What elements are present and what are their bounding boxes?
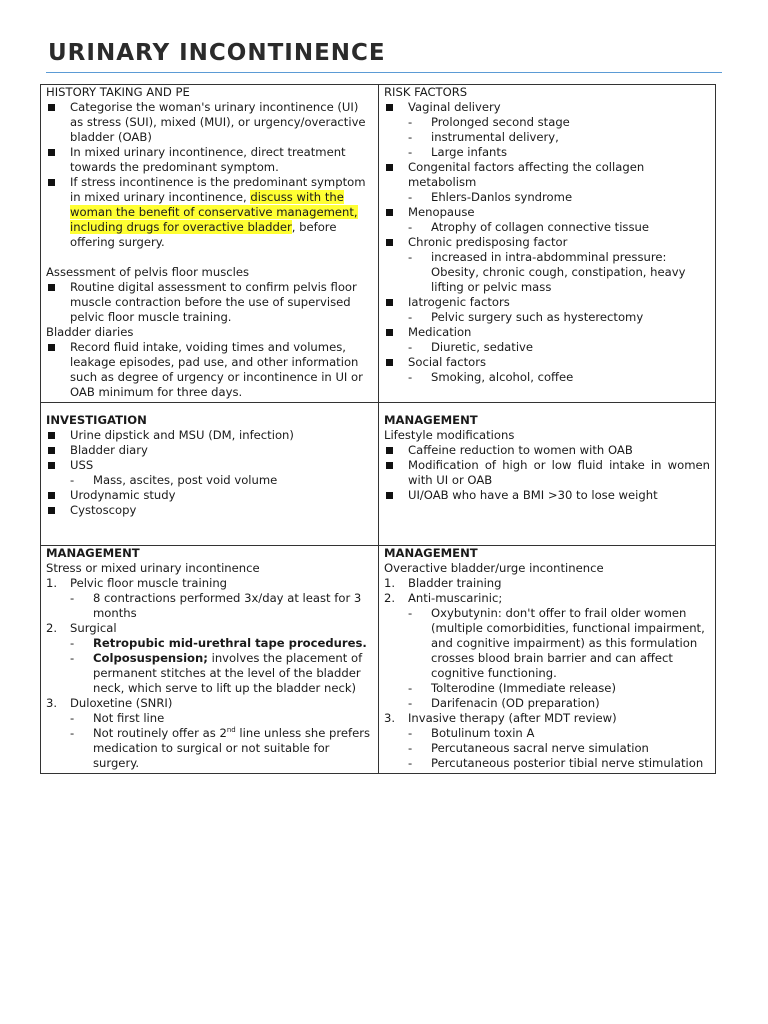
list-item-text: Pelvic floor muscle training [70,576,228,590]
diary-heading: Bladder diaries [46,325,134,339]
page-title: URINARY INCONTINENCE [48,40,386,66]
sub-list [384,340,710,355]
history-list [46,100,373,250]
lifestyle-management-cell [379,403,716,546]
sub-list-item: - Ehlers-Danlos syndrome [384,190,710,205]
sub-list-item-text: involves the placement of permanent stitches at the level of the bladder neck, which serve to lift up the bladder neck) [93,651,363,695]
sub-list [46,473,373,488]
list-item-text: , before offering surgery. [70,220,337,249]
spacer [46,250,373,265]
investigation-heading: INVESTIGATION [46,413,147,427]
sub-list-item: - Prolonged second stage [384,115,710,130]
list-item [384,100,710,160]
sub-list [384,370,710,385]
list-item: Urodynamic study [46,488,373,503]
diary-list [46,340,373,400]
risk-cell [379,85,716,403]
sub-list-item [46,651,373,696]
list-item-text: Anti-muscarinic; [408,591,503,605]
list-item [384,576,710,591]
list-item-text: Menopause [408,205,475,219]
list-item: Record fluid intake, voiding times and volumes, leakage episodes, pad use, and other information such as degree of urgency or incontinence in UI or OAB minimum for three days. [46,340,373,400]
sub-list [46,591,373,621]
lifestyle-subheading: Lifestyle modifications [384,428,515,442]
pelvis-heading: Assessment of pelvis floor muscles [46,265,250,279]
list-number: 3. [46,696,58,710]
list-item-text: Vaginal delivery [408,100,501,114]
sub-list [384,310,710,325]
list-item-text: Duloxetine (SNRI) [70,696,173,710]
table-row [41,85,716,403]
content-table [40,84,716,774]
sub-list-item: - increased in intra-abdomminal pressure: Obesity, chronic cough, constipation, heavy lifting or pelvic mass [384,250,710,295]
list-item [46,576,373,621]
sub-list-item: - Large infants [384,145,710,160]
list-item: Urine dipstick and MSU (DM, infection) [46,428,373,443]
list-item [46,175,373,250]
list-item [384,591,710,711]
sub-list-item [46,726,373,771]
list-item [46,621,373,696]
sub-list [384,220,710,235]
sub-list [384,726,710,771]
list-item-text: Invasive therapy (after MDT review) [408,711,617,725]
stress-management-cell [41,546,379,774]
sub-list [46,711,373,771]
risk-heading: RISK FACTORS [384,85,468,99]
list-number: 3. [384,711,396,725]
oab-list [384,576,710,771]
sub-list-item: - Pelvic surgery such as hysterectomy [384,310,710,325]
history-heading: HISTORY TAKING AND PE [46,85,190,99]
sub-list-item: - instrumental delivery, [384,130,710,145]
sub-list [384,115,710,160]
list-item [384,325,710,355]
sub-list-item: - Mass, ascites, post void volume [46,473,373,488]
sub-list-item: - Diuretic, sedative [384,340,710,355]
list-item-text: Chronic predisposing factor [408,235,568,249]
list-item-text: USS [70,458,94,472]
list-item-text: Iatrogenic factors [408,295,510,309]
sub-list-item: - Percutaneous sacral nerve simulation [384,741,710,756]
stress-list [46,576,373,771]
stress-subheading: Stress or mixed urinary incontinence [46,561,260,575]
stress-management-heading: MANAGEMENT [46,546,140,560]
list-number: 2. [384,591,396,605]
list-item-text: If stress incontinence is the predominant symptom in mixed urinary incontinence, [70,175,366,204]
list-item-text: Congenital factors affecting the collagen metabolism [408,160,645,189]
sub-list [384,606,710,711]
sub-list-item: - Percutaneous posterior tibial nerve stimulation [384,756,710,771]
sub-list-item: - Smoking, alcohol, coffee [384,370,710,385]
list-number: 1. [46,576,58,590]
investigation-list [46,428,373,518]
list-item [384,160,710,205]
sub-list-item: - Atrophy of collagen connective tissue [384,220,710,235]
sub-list [46,636,373,696]
list-item [384,205,710,235]
table-row [41,546,716,774]
list-item: UI/OAB who have a BMI >30 to lose weight [384,488,710,503]
list-item [384,235,710,295]
bold-text: Retropubic mid-urethral tape procedures. [93,636,367,650]
list-item [46,458,373,488]
sub-list-item: - Darifenacin (OD preparation) [384,696,710,711]
list-item-text: Social factors [408,355,487,369]
pelvis-list [46,280,373,325]
list-item [46,696,373,771]
list-item: Cystoscopy [46,503,373,518]
list-item: Modification of high or low fluid intake in women with UI or OAB [384,458,710,488]
list-item [384,711,710,771]
list-item [384,295,710,325]
sub-list-item-text: Not routinely offer as 2 [93,726,227,740]
risk-list [384,100,710,385]
table-row [41,403,716,546]
sub-list-item-text: line unless she prefers medication to surgical or not suitable for surgery. [93,726,371,770]
list-item: Bladder diary [46,443,373,458]
highlighted-text: discuss with the woman the benefit of conservative management, including drugs for overactive bladder [70,190,358,234]
list-item-text: Bladder training [408,576,502,590]
title-underline [46,72,722,73]
list-item: In mixed urinary incontinence, direct treatment towards the predominant symptom. [46,145,373,175]
sub-list-item: - Botulinum toxin A [384,726,710,741]
sub-list-item: - Not first line [46,711,373,726]
history-cell [41,85,379,403]
list-item: Caffeine reduction to women with OAB [384,443,710,458]
lifestyle-management-heading: MANAGEMENT [384,413,478,427]
sub-list [384,190,710,205]
sub-list-item [46,636,373,651]
lifestyle-list [384,443,710,503]
oab-management-cell [379,546,716,774]
list-item: Categorise the woman's urinary incontinence (UI) as stress (SUI), mixed (MUI), or urgency/overactive bladder (OAB) [46,100,373,145]
sub-list-item: - Tolterodine (Immediate release) [384,681,710,696]
sub-list-item: - Oxybutynin: don't offer to frail older women (multiple comorbidities, functional impairment, and cognitive impairment) as this formulation crosses blood brain barrier and can affect cognitive functioning. [384,606,710,681]
list-item-text: Surgical [70,621,117,635]
list-item: Routine digital assessment to confirm pelvis floor muscle contraction before the use of supervised pelvic floor muscle training. [46,280,373,325]
oab-subheading: Overactive bladder/urge incontinence [384,561,604,575]
sub-list [384,250,710,295]
list-item [384,355,710,385]
investigation-cell [41,403,379,546]
list-number: 2. [46,621,58,635]
superscript: nd [226,726,236,735]
list-number: 1. [384,576,396,590]
list-item-text: Medication [408,325,472,339]
sub-list-item: - 8 contractions performed 3x/day at least for 3 months [46,591,373,621]
oab-management-heading: MANAGEMENT [384,546,478,560]
bold-text: Colposuspension; [93,651,208,665]
